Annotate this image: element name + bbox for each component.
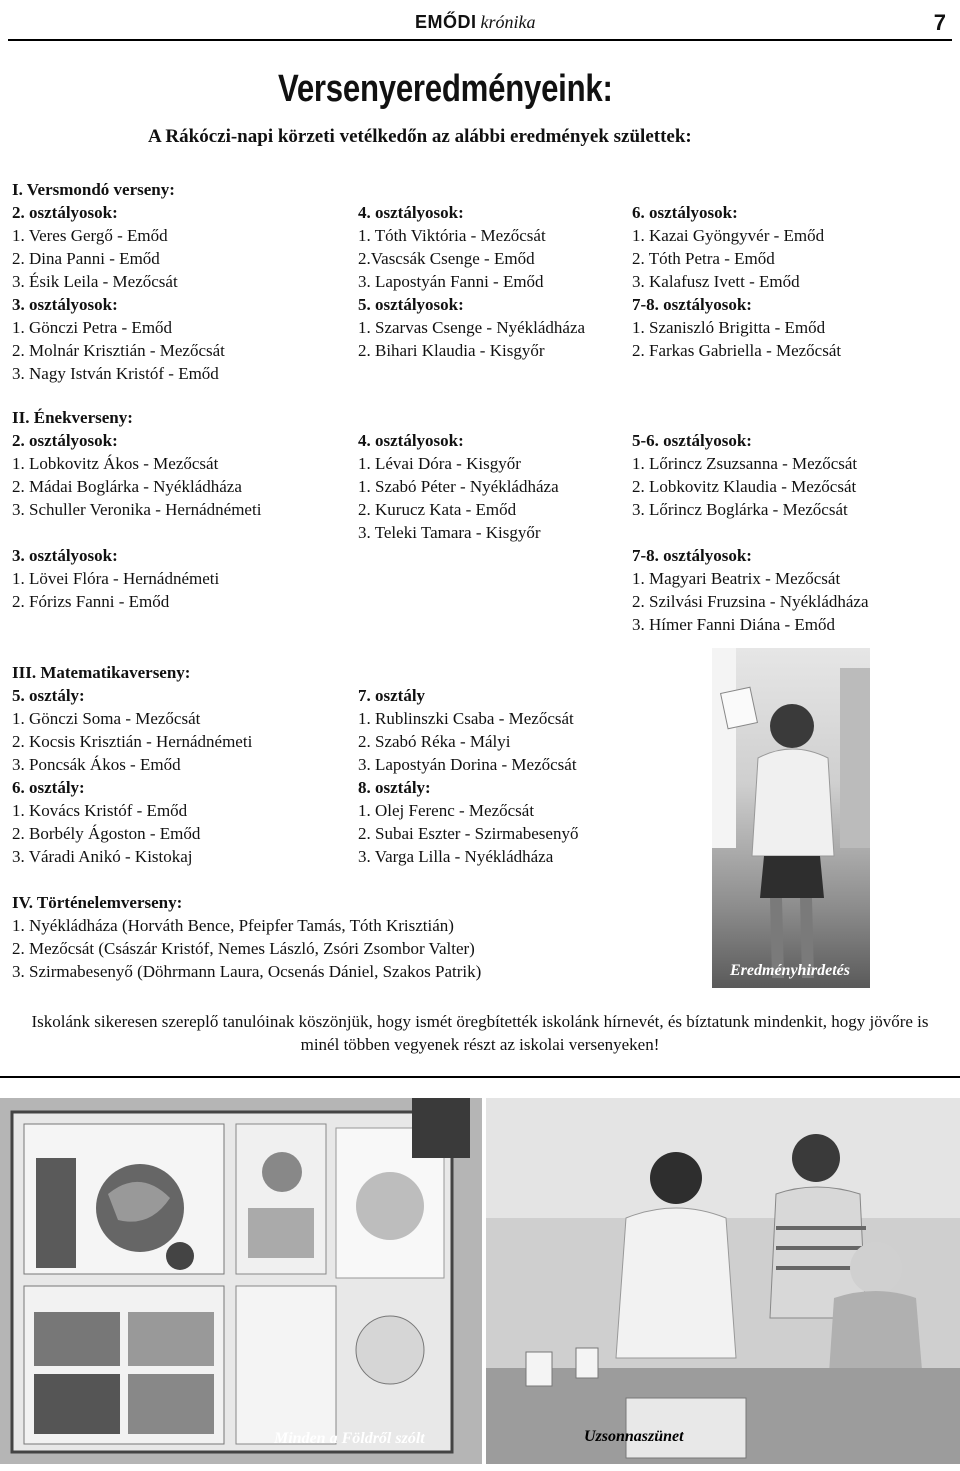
- result-entry: 3. Teleki Tamara - Kisgyőr: [358, 523, 541, 542]
- photo-earth-day-board: [0, 1098, 482, 1464]
- result-entry: 2. Kocsis Krisztián - Hernádnémeti: [12, 732, 253, 751]
- category-label: 4. osztályosok:: [358, 431, 464, 450]
- result-entry: 2. Subai Eszter - Szirmabesenyő: [358, 824, 579, 843]
- section-heading-matek: III. Matematikaverseny:: [12, 663, 191, 682]
- result-entry: 3. Lapostyán Fanni - Emőd: [358, 272, 544, 291]
- result-entry: [632, 521, 869, 544]
- result-entry: 3. Schuller Veronika - Hernádnémeti: [12, 500, 262, 519]
- category-label: 5-6. osztályosok:: [632, 431, 752, 450]
- result-entry: 1. Veres Gergő - Emőd: [12, 226, 168, 245]
- category-label: 8. osztály:: [358, 778, 431, 797]
- page-subtitle: A Rákóczi-napi körzeti vetélkedőn az alábbi eredmények születtek:: [148, 126, 692, 147]
- result-entry: 3. Kalafusz Ivett - Emőd: [632, 272, 800, 291]
- result-entry: 3. Váradi Anikó - Kistokaj: [12, 847, 193, 866]
- result-entry: 1. Tóth Viktória - Mezőcsát: [358, 226, 546, 245]
- category-label: 7. osztály: [358, 686, 426, 705]
- result-entry: 3. Hímer Fanni Diána - Emőd: [632, 615, 836, 634]
- category-label: 3. osztályosok:: [12, 546, 118, 565]
- category-label: 3. osztályosok:: [12, 295, 118, 314]
- category-label: 6. osztály:: [12, 778, 85, 797]
- category-label: 2. osztályosok:: [12, 203, 118, 222]
- result-entry: 1. Szaniszló Brigitta - Emőd: [632, 318, 826, 337]
- enek-column-3: [632, 429, 869, 636]
- result-entry: 3. Varga Lilla - Nyékládháza: [358, 847, 554, 866]
- page-title: Versenyeredményeink:: [278, 68, 613, 110]
- result-entry: 2. Mádai Boglárka - Nyékládháza: [12, 477, 242, 496]
- section-heading-enek: II. Énekverseny:: [12, 408, 133, 427]
- versmondo-column-1: [12, 201, 225, 385]
- result-entry: 1. Kovács Kristóf - Emőd: [12, 801, 188, 820]
- result-entry: 1. Olej Ferenc - Mezőcsát: [358, 801, 535, 820]
- result-entry: 1. Nyékládháza (Horváth Bence, Pfeipfer Tamás, Tóth Krisztián): [12, 916, 454, 935]
- enek-column-2: [358, 429, 559, 544]
- result-entry: 1. Szarvas Csenge - Nyékládháza: [358, 318, 586, 337]
- result-entry: 2. Fórizs Fanni - Emőd: [12, 592, 170, 611]
- result-entry: 3. Ésik Leila - Mezőcsát: [12, 272, 178, 291]
- masthead-title: EMŐDI: [415, 12, 477, 32]
- matek-column-1: [12, 684, 252, 868]
- result-entry: 2. Szabó Réka - Mályi: [358, 732, 511, 751]
- section-heading-versmondo: I. Versmondó verseny:: [12, 180, 175, 199]
- versmondo-column-2: [358, 201, 585, 362]
- result-entry: 2.Vascsák Csenge - Emőd: [358, 249, 535, 268]
- category-label: 4. osztályosok:: [358, 203, 464, 222]
- result-entry: 1. Gönczi Soma - Mezőcsát: [12, 709, 201, 728]
- photo-illustration: [712, 648, 870, 988]
- result-entry: [12, 521, 261, 544]
- result-entry: 2. Borbély Ágoston - Emőd: [12, 824, 201, 843]
- result-entry: 2. Tóth Petra - Emőd: [632, 249, 775, 268]
- caption-photo-2: Minden a Földről szólt: [274, 1430, 425, 1447]
- result-entry: 3. Poncsák Ákos - Emőd: [12, 755, 181, 774]
- category-label: 5. osztályosok:: [358, 295, 464, 314]
- result-entry: 2. Farkas Gabriella - Mezőcsát: [632, 341, 842, 360]
- result-entry: 1. Lobkovitz Ákos - Mezőcsát: [12, 454, 219, 473]
- category-label: 5. osztály:: [12, 686, 85, 705]
- section-heading-tortenelem: IV. Történelemverseny:: [12, 893, 183, 912]
- result-entry: 1. Kazai Gyöngyvér - Emőd: [632, 226, 825, 245]
- result-entry: 2. Molnár Krisztián - Mezőcsát: [12, 341, 225, 360]
- category-label: 7-8. osztályosok:: [632, 546, 752, 565]
- result-entry: 2. Szilvási Fruzsina - Nyékládháza: [632, 592, 869, 611]
- result-entry: 3. Lapostyán Dorina - Mezőcsát: [358, 755, 577, 774]
- masthead-subtitle: krónika: [480, 12, 536, 32]
- category-label: 2. osztályosok:: [12, 431, 118, 450]
- result-entry: 2. Dina Panni - Emőd: [12, 249, 160, 268]
- matek-column-2: [358, 684, 578, 868]
- photo-snack-break: [486, 1098, 960, 1464]
- result-entry: 1. Szabó Péter - Nyékládháza: [358, 477, 559, 496]
- photo-board-illustration: [0, 1098, 482, 1464]
- versmondo-column-3: [632, 201, 841, 362]
- result-entry: 1. Lévai Dóra - Kisgyőr: [358, 454, 521, 473]
- category-label: 6. osztályosok:: [632, 203, 738, 222]
- photo-students-illustration: [486, 1098, 960, 1464]
- result-entry: 1. Lőrincz Zsuzsanna - Mezőcsát: [632, 454, 858, 473]
- header-rule: [8, 39, 952, 41]
- result-entry: 2. Lobkovitz Klaudia - Mezőcsát: [632, 477, 857, 496]
- caption-photo-1: Eredményhirdetés: [730, 962, 850, 979]
- result-entry: 1. Gönczi Petra - Emőd: [12, 318, 173, 337]
- section-rule: [0, 1076, 960, 1078]
- result-entry: 2. Kurucz Kata - Emőd: [358, 500, 517, 519]
- photo-results-announcement: [712, 648, 870, 988]
- result-entry: 3. Lőrincz Boglárka - Mezőcsát: [632, 500, 848, 519]
- tortenelem-list: [12, 914, 481, 983]
- result-entry: 1. Magyari Beatrix - Mezőcsát: [632, 569, 841, 588]
- result-entry: 1. Lövei Flóra - Hernádnémeti: [12, 569, 220, 588]
- closing-paragraph: Iskolánk sikeresen szereplő tanulóinak köszönjük, hogy ismét öregbítették iskolánk hírnevét, és bíztatunk mindenkit, hogy jövőre is minél többen vegyenek részt az iskolai versenyeken!: [31, 1012, 929, 1054]
- result-entry: 3. Nagy István Kristóf - Emőd: [12, 364, 219, 383]
- page-number: 7: [933, 10, 946, 35]
- masthead: [415, 12, 536, 33]
- result-entry: 2. Mezőcsát (Császár Kristóf, Nemes László, Zsóri Zsombor Valter): [12, 939, 475, 958]
- result-entry: 2. Bihari Klaudia - Kisgyőr: [358, 341, 545, 360]
- caption-photo-3: Uzsonnaszünet: [584, 1428, 684, 1445]
- enek-column-1: [12, 429, 261, 613]
- result-entry: 3. Szirmabesenyő (Döhrmann Laura, Ocsenás Dániel, Szakos Patrik): [12, 962, 482, 981]
- result-entry: 1. Rublinszki Csaba - Mezőcsát: [358, 709, 574, 728]
- category-label: 7-8. osztályosok:: [632, 295, 752, 314]
